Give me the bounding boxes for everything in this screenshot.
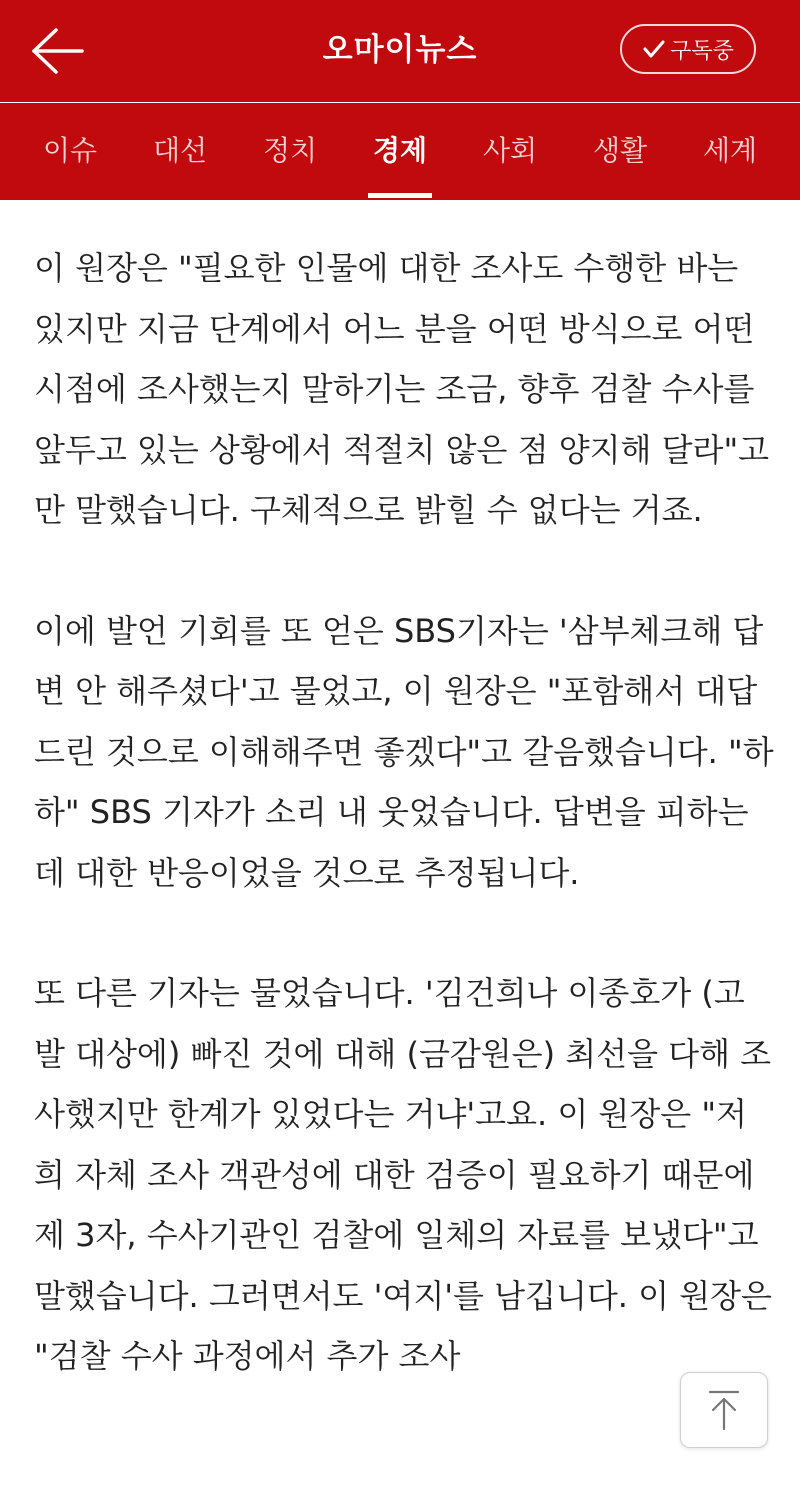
check-icon (642, 38, 666, 60)
article-paragraph-2: 이에 발언 기회를 또 얻은 SBS기자는 '삼부체크해 답변 안 해주셨다'고 물었고, 이 원장은 "포함해서 대답 드린 것으로 이해해주면 좋겠다"고 갈음했습니다. "하하" SBS 기자가 소리 내 웃었습니다. 답변을 피하는 데 대한 반응이었을 것으로 추정됩니다. (34, 611, 774, 892)
tab-society[interactable]: 사회 (482, 134, 538, 167)
tab-politics[interactable]: 정치 (262, 134, 318, 167)
tab-life[interactable]: 생활 (592, 134, 648, 167)
article-paragraph-1: 이 원장은 "필요한 인물에 대한 조사도 수행한 바는 있지만 지금 단계에서 어느 분을 어떤 방식으로 어떤 시점에 조사했는지 말하기는 조금, 향후 검찰 수사를 앞두고 있는 상황에서 적절치 않은 점 양지해 달라"고만 말했습니다. 구체적으로 밝힐 수 없다는 거죠. (34, 249, 770, 529)
tab-economy[interactable]: 경제 (372, 134, 428, 167)
tab-election[interactable]: 대선 (152, 134, 208, 167)
scroll-to-top-button[interactable] (680, 1372, 768, 1448)
arrow-up-icon (707, 1389, 741, 1431)
tab-world[interactable]: 세계 (702, 134, 758, 167)
category-tabs (0, 103, 800, 200)
app-header (0, 0, 800, 102)
article-body (34, 238, 774, 1447)
subscribe-button[interactable] (620, 24, 756, 74)
article-paragraph-3: 또 다른 기자는 물었습니다. '김건희나 이종호가 (고발 대상에) 빠진 것에 대해 (금감원은) 최선을 다해 조사했지만 한계가 있었다는 거냐'고요. 이 원장은 "저희 자체 조사 객관성에 대한 검증이 필요하기 때문에 제 3자, 수사기관인 검찰에 일체의 자료를 보냈다"고 말했습니다. 그러면서도 '여지'를 남깁니다. 이 원장은 "검찰 수사 과정에서 추가 조사 (34, 974, 772, 1375)
brand-title[interactable]: 오마이뉴스 (322, 32, 478, 68)
subscribe-label: 구독중 (670, 38, 734, 64)
tab-issue[interactable]: 이슈 (42, 134, 98, 167)
active-tab-indicator (368, 193, 432, 198)
